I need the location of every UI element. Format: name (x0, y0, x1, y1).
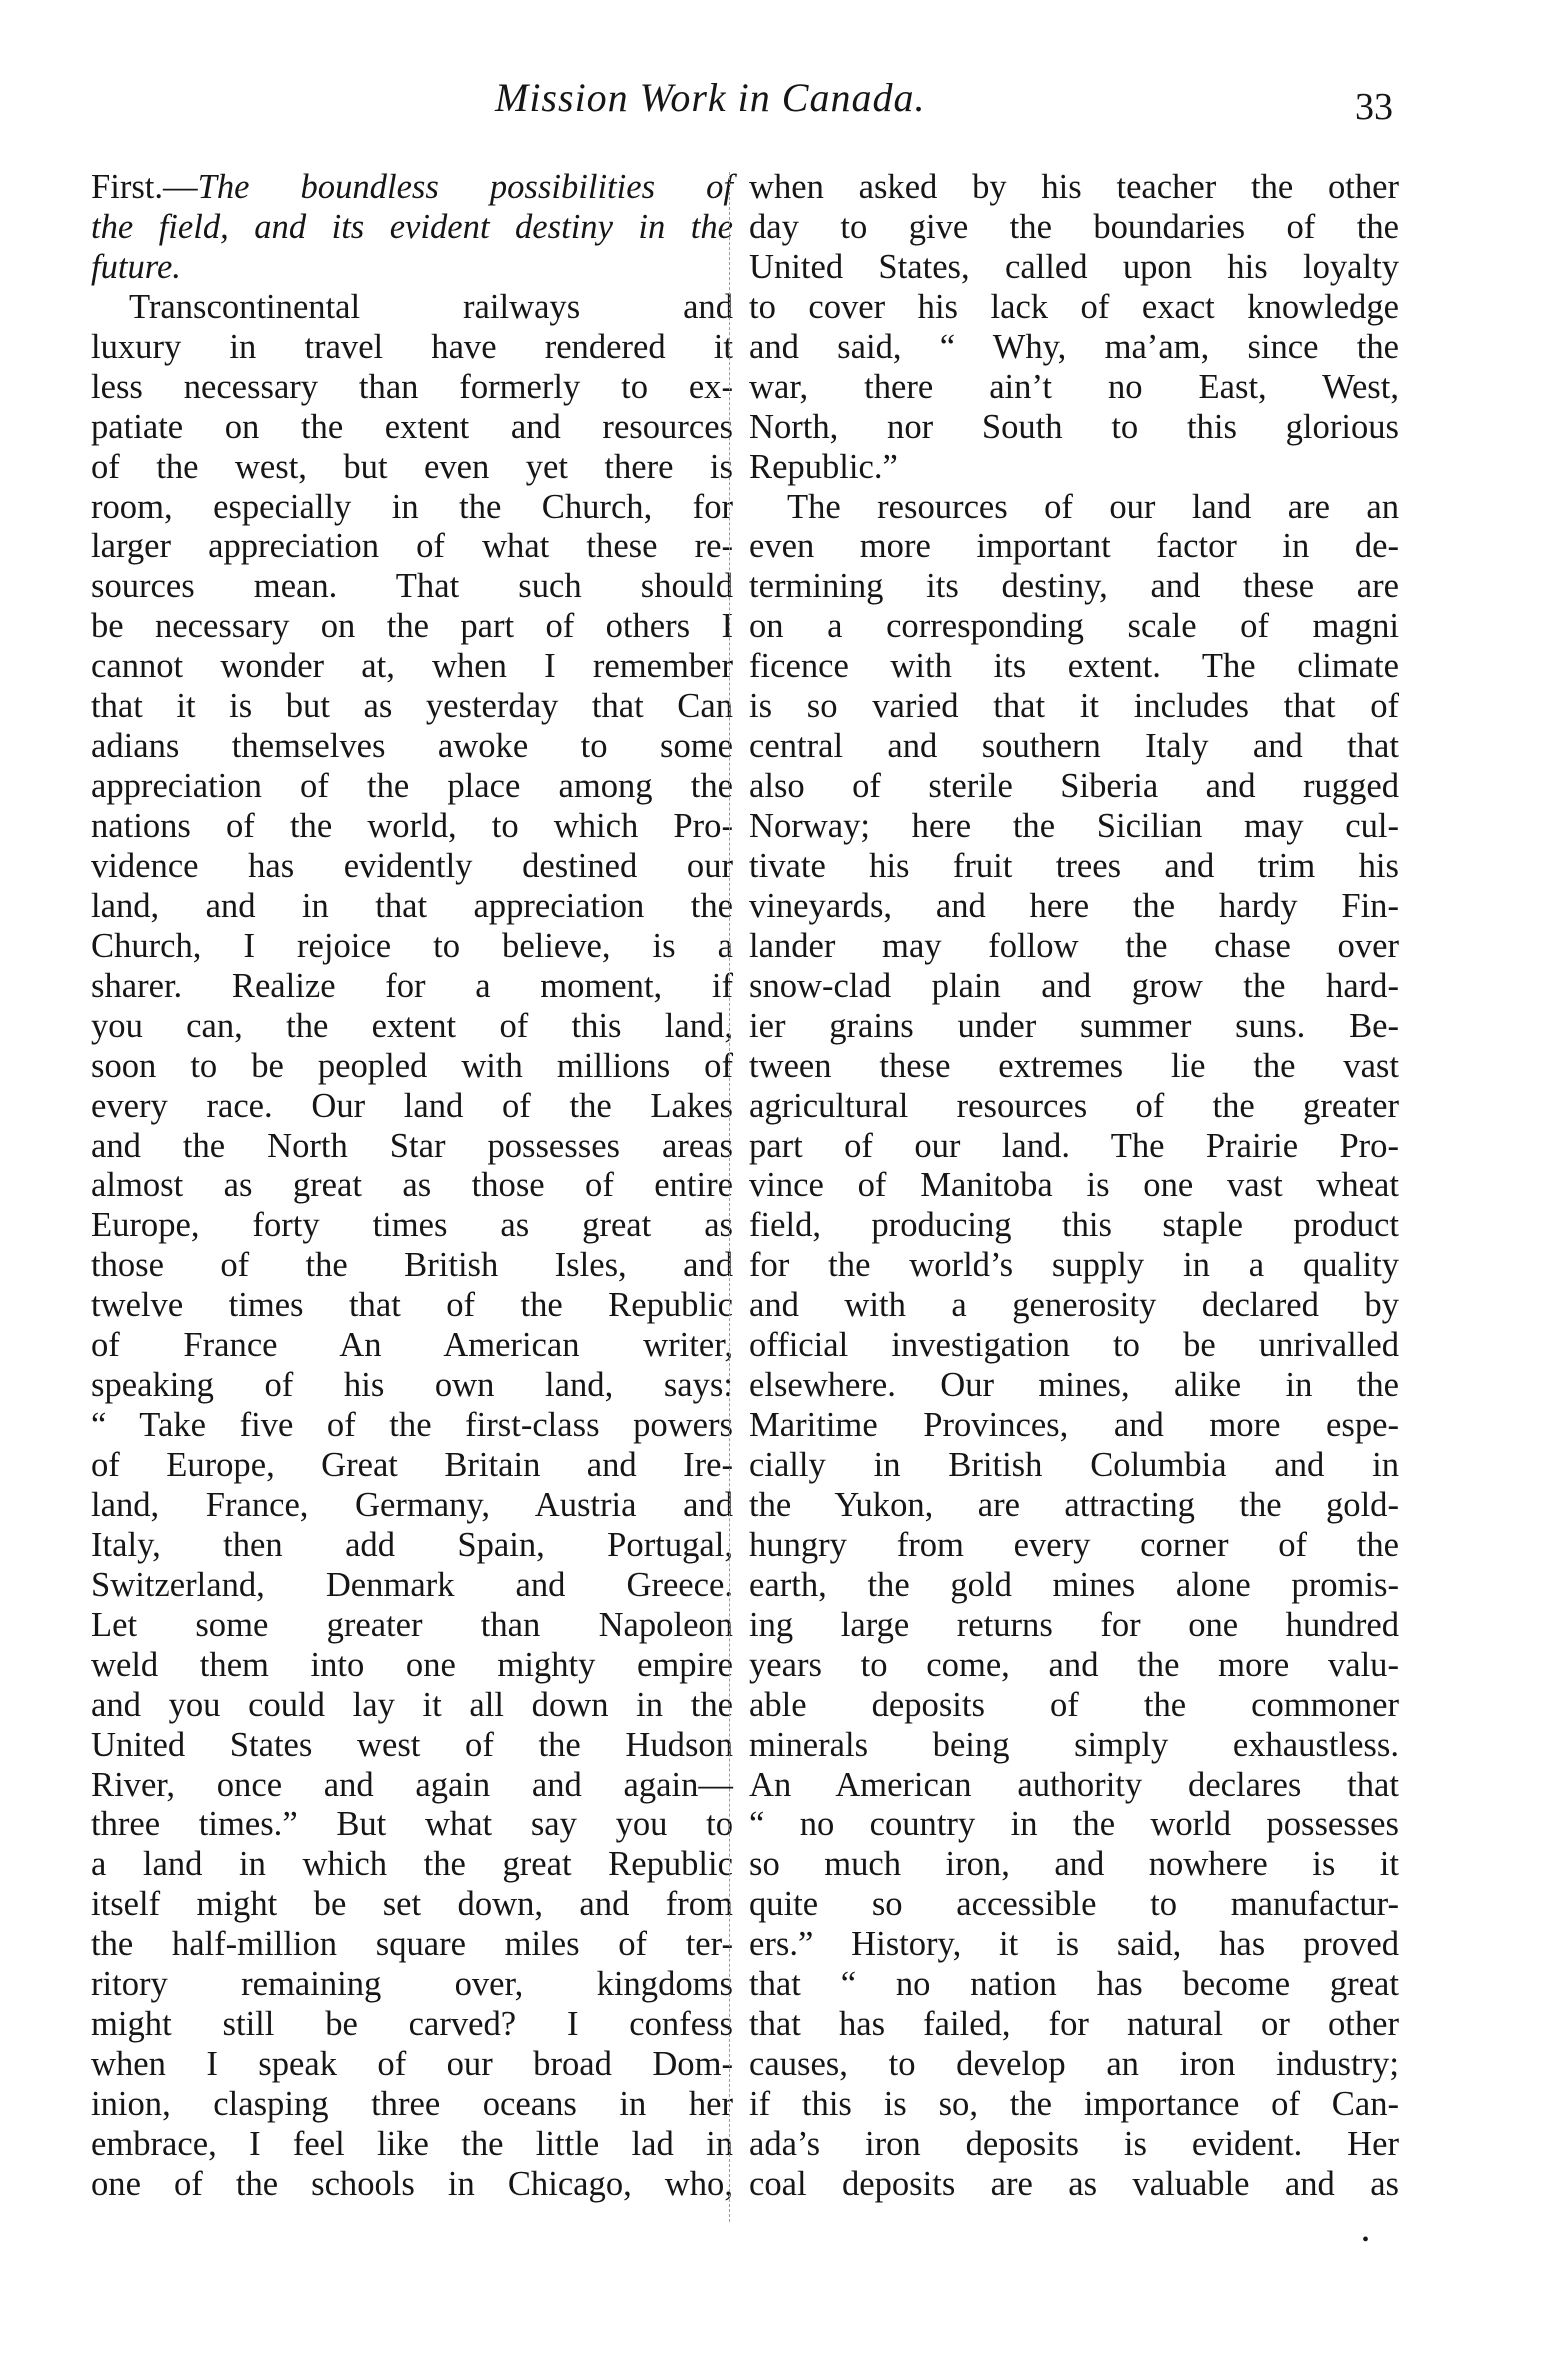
text-line: official investigation to be unrivalled (749, 1326, 1399, 1365)
text-line: nations of the world, to which Pro- (91, 807, 733, 845)
text-line: and said, “ Why, ma’am, since the (749, 327, 1399, 366)
text-line: so much iron, and nowhere is it (749, 1845, 1399, 1884)
text-line: day to give the boundaries of the (749, 207, 1399, 246)
text-line: termining its destiny, and these are (749, 567, 1399, 606)
text-line: United States, called upon his loyalty (749, 247, 1399, 286)
text-line: luxury in travel have rendered it (91, 327, 733, 366)
text-line: earth, the gold mines alone promis- (749, 1565, 1399, 1604)
text-line: when I speak of our broad Dom- (91, 2045, 733, 2084)
left-column (91, 168, 733, 2205)
heading-italic: The boundless possibilities of (197, 168, 733, 206)
text-line: vidence has evidently destined our (91, 846, 733, 885)
text-line: causes, to develop an iron industry; (749, 2045, 1399, 2084)
text-line: be necessary on the part of others I (91, 607, 733, 646)
text-line: cially in British Columbia and in (749, 1446, 1399, 1484)
text-line: ficence with its extent. The climate (749, 647, 1399, 686)
text-line: that “ no nation has become great (749, 1965, 1399, 2004)
text-line: sources mean. That such should (91, 567, 733, 606)
text-line: one of the schools in Chicago, who, (91, 2164, 733, 2203)
footer-mark: • (1362, 2229, 1370, 2251)
text-line: that it is but as yesterday that Can (91, 687, 733, 726)
text-line: of France An American writer, (91, 1326, 733, 1365)
text-line: is so varied that it includes that of (749, 687, 1399, 726)
text-line: larger appreciation of what these re- (91, 527, 733, 566)
heading-line: future. (91, 247, 181, 286)
text-line: land, and in that appreciation the (91, 886, 733, 925)
text-line: and the North Star possesses areas (91, 1126, 733, 1165)
text-line: Italy, then add Spain, Portugal, (91, 1525, 733, 1564)
text-line: The resources of our land are an (787, 487, 1399, 526)
text-line: adians themselves awoke to some (91, 727, 733, 766)
text-line: itself might be set down, and from (91, 1885, 733, 1924)
text-line: of Europe, Great Britain and Ire- (91, 1446, 733, 1484)
text-line: tween these extremes lie the vast (749, 1046, 1399, 1085)
text-line: embrace, I feel like the little lad in (91, 2124, 733, 2163)
text-line: An American authority declares that (749, 1765, 1399, 1804)
text-line: tivate his fruit trees and trim his (749, 846, 1399, 885)
text-line: every race. Our land of the Lakes (91, 1086, 733, 1125)
text-line: almost as great as those of entire (91, 1166, 733, 1205)
text-line: “ Take five of the first-class powers (91, 1406, 733, 1445)
text-line: ada’s iron deposits is evident. Her (749, 2124, 1399, 2163)
heading-prefix: First.— (91, 168, 198, 206)
text-line: three times.” But what say you to (91, 1805, 733, 1844)
text-line: lander may follow the chase over (749, 926, 1399, 965)
text-line: cannot wonder at, when I remember (91, 647, 733, 686)
text-line: also of sterile Siberia and rugged (749, 767, 1399, 806)
text-line: for the world’s supply in a quality (749, 1246, 1399, 1285)
text-line: the Yukon, are attracting the gold- (749, 1485, 1399, 1524)
text-line: vince of Manitoba is one vast wheat (749, 1166, 1399, 1205)
text-line: that has failed, for natural or other (749, 2005, 1399, 2044)
text-line: Transcontinental railways and (129, 287, 733, 326)
text-line: to cover his lack of exact knowledge (749, 287, 1399, 326)
text-line: those of the British Isles, and (91, 1246, 733, 1285)
text-line: Republic.” (749, 447, 898, 486)
right-column (749, 168, 1399, 2205)
column-divider (729, 172, 730, 2222)
running-title: Mission Work in Canada. (495, 75, 926, 120)
text-line: patiate on the extent and resources (91, 407, 733, 446)
heading-line: the field, and its evident destiny in the (91, 207, 733, 246)
text-line: “ no country in the world possesses (749, 1805, 1399, 1844)
text-line: appreciation of the place among the (91, 767, 733, 806)
text-line: on a corresponding scale of magni (749, 607, 1399, 646)
text-line: speaking of his own land, says: (91, 1366, 733, 1405)
text-line: North, nor South to this glorious (749, 407, 1399, 446)
text-line: quite so accessible to manufactur- (749, 1885, 1399, 1924)
text-line: coal deposits are as valuable and as (749, 2164, 1399, 2203)
text-line: of the west, but even yet there is (91, 447, 733, 486)
text-line: twelve times that of the Republic (91, 1286, 733, 1325)
text-line: ritory remaining over, kingdoms (91, 1965, 733, 2004)
text-line: when asked by his teacher the other (749, 168, 1399, 206)
text-line: even more important factor in de- (749, 527, 1399, 566)
text-line: inion, clasping three oceans in her (91, 2085, 733, 2123)
text-line: less necessary than formerly to ex- (91, 367, 733, 406)
text-line: minerals being simply exhaustless. (749, 1725, 1399, 1764)
text-line: part of our land. The Prairie Pro- (749, 1126, 1399, 1165)
text-line: River, once and again and again— (91, 1765, 733, 1804)
text-line: weld them into one mighty empire (91, 1645, 733, 1684)
text-line: ier grains under summer suns. Be- (749, 1006, 1399, 1045)
text-line: might still be carved? I confess (91, 2005, 733, 2044)
text-line: Europe, forty times as great as (91, 1206, 733, 1245)
text-line: a land in which the great Republic (91, 1845, 733, 1884)
text-line: soon to be peopled with millions of (91, 1046, 733, 1085)
text-line: United States west of the Hudson (91, 1725, 733, 1764)
text-line: and you could lay it all down in the (91, 1685, 733, 1724)
text-line: years to come, and the more valu- (749, 1645, 1399, 1684)
text-line: and with a generosity declared by (749, 1286, 1399, 1325)
text-line: vineyards, and here the hardy Fin- (749, 886, 1399, 925)
text-line: Maritime Provinces, and more espe- (749, 1406, 1399, 1445)
text-line: snow-clad plain and grow the hard- (749, 966, 1399, 1005)
text-line: sharer. Realize for a moment, if (91, 966, 733, 1005)
text-line: central and southern Italy and that (749, 727, 1399, 766)
text-line: the half-million square miles of ter- (91, 1925, 733, 1964)
page-number: 33 (1355, 86, 1393, 128)
text-line: Church, I rejoice to believe, is a (91, 926, 733, 965)
text-line: agricultural resources of the greater (749, 1086, 1399, 1125)
text-line: hungry from every corner of the (749, 1525, 1399, 1564)
text-line: war, there ain’t no East, West, (749, 367, 1399, 406)
text-line: elsewhere. Our mines, alike in the (749, 1366, 1399, 1405)
text-line: Norway; here the Sicilian may cul- (749, 807, 1399, 845)
section-heading (91, 168, 733, 208)
text-line: land, France, Germany, Austria and (91, 1485, 733, 1524)
text-line: if this is so, the importance of Can- (749, 2085, 1399, 2123)
text-line: able deposits of the commoner (749, 1685, 1399, 1724)
text-line: Let some greater than Napoleon (91, 1605, 733, 1644)
text-line: ers.” History, it is said, has proved (749, 1925, 1399, 1964)
text-line: Switzerland, Denmark and Greece. (91, 1565, 733, 1604)
text-line: room, especially in the Church, for (91, 487, 733, 526)
text-line: ing large returns for one hundred (749, 1605, 1399, 1644)
text-line: you can, the extent of this land, (91, 1006, 733, 1045)
text-line: field, producing this staple product (749, 1206, 1399, 1245)
